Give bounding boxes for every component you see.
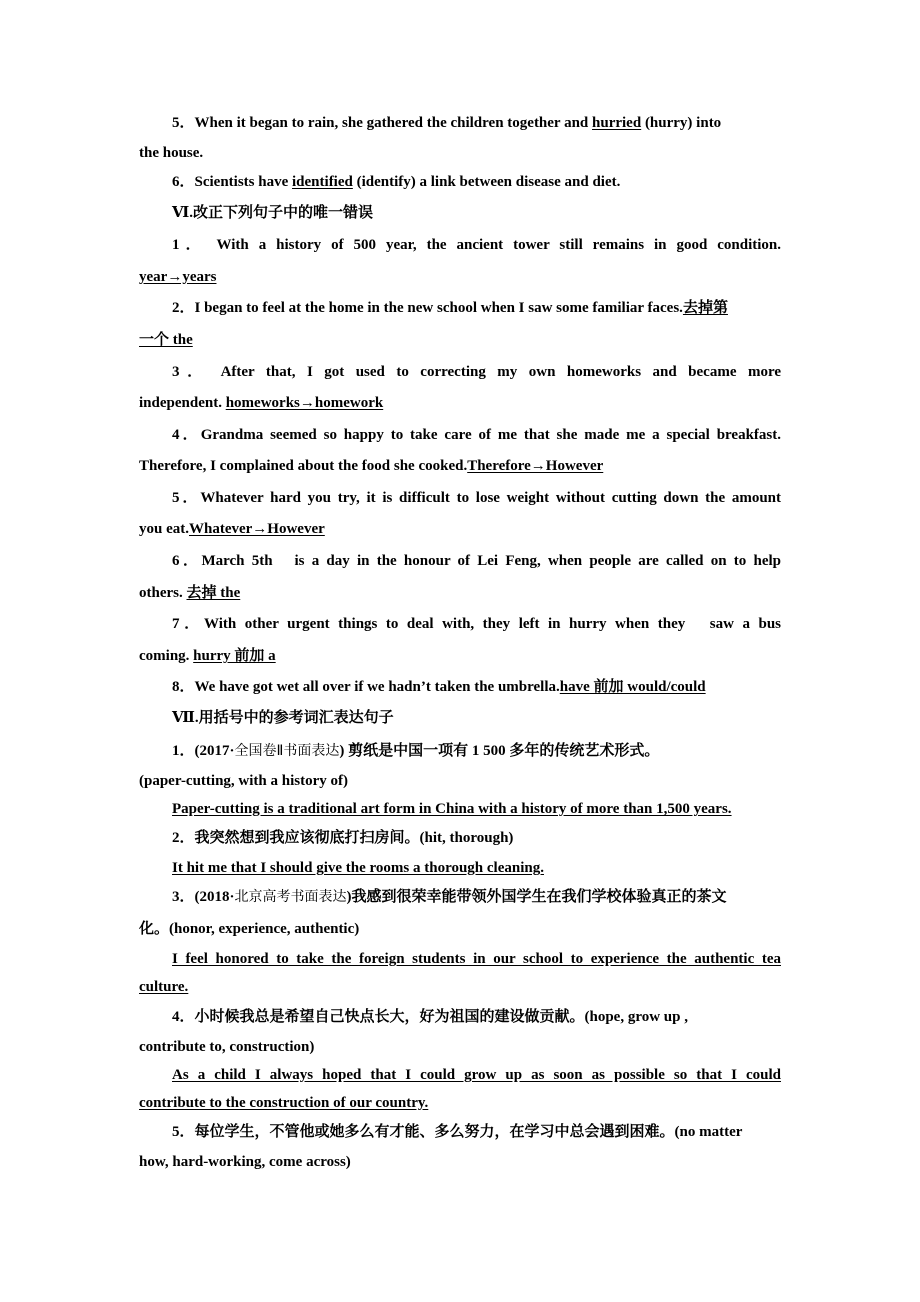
error-8-line: 8．We have got wet all over if we hadn’t taken the umbrella.have 前加 would/could — [172, 679, 706, 695]
error-8-answer: have 前加 would/could — [559, 679, 706, 695]
exercise-5-cont: the house. — [139, 145, 204, 161]
error-3-line: 3． After that, I got used to correcting my own homeworks and became more — [172, 364, 781, 380]
translate-2-answer-line — [172, 858, 781, 878]
error-7-line: 7．With other urgent things to deal with, they left in hurry when they saw a bus — [172, 616, 781, 632]
exercise-6-line: 6．Scientists have identified (identify) a link between disease and diet. — [172, 174, 621, 190]
translate-4-answer-b: contribute to the construction of our country. — [139, 1095, 429, 1111]
error-3-answer: homeworks→homework — [225, 395, 384, 411]
translate-3-answer-b: culture. — [139, 979, 189, 995]
error-4-line: 4．Grandma seemed so happy to take care of me that she made me a special breakfast. — [172, 427, 781, 443]
translate-3-source: 北京高考书面表达 — [234, 889, 347, 905]
error-1-answer-line — [139, 267, 781, 287]
translate-4-hint: contribute to, construction) — [139, 1039, 315, 1055]
translate-5-line: 5．每位学生，不管他或她多么有才能、多么努力，在学习中总会遇到困难。(no matter — [172, 1124, 743, 1140]
error-2-answer-a: 去掉第 — [682, 300, 728, 316]
error-2-line: 2．I began to feel at the home in the new school when I saw some familiar faces.去掉第 — [172, 300, 728, 316]
error-1-line: 1． With a history of 500 year, the ancient tower still remains in good condition. — [172, 237, 781, 253]
translate-3-hint: 化。(honor, experience, authentic) — [139, 921, 360, 937]
error-5-line: 5．Whatever hard you try, it is difficult to lose weight without cutting down the amount — [172, 490, 781, 506]
translate-1-hint: (paper-cutting, with a history of) — [139, 773, 349, 789]
error-2-answer-line — [139, 330, 781, 350]
translate-5-hint: how, hard-working, come across) — [139, 1154, 351, 1170]
error-6-cont: others. 去掉 the — [139, 585, 241, 601]
error-5-cont: you eat.Whatever→However — [139, 521, 325, 537]
translate-1-answer: Paper-cutting is a traditional art form in China with a history of more than 1,500 years. — [172, 801, 732, 817]
translate-4-line: 4．小时候我总是希望自己快点长大，好为祖国的建设做贡献。(hope, grow up , — [172, 1009, 688, 1025]
section-vi-title: Ⅵ.改正下列句子中的唯一错误 — [172, 205, 373, 221]
error-6-line: 6．March 5th is a day in the honour of Lei Feng, when people are called on to help — [172, 553, 781, 569]
error-4-cont: Therefore, I complained about the food she cooked.Therefore→However — [139, 458, 604, 474]
translate-3-line: 3．(2018·北京高考书面表达)我感到很荣幸能带领外国学生在我们学校体验真正的茶文 — [172, 889, 727, 905]
translate-1-answer-line — [172, 799, 781, 819]
error-5-answer: Whatever→However — [189, 521, 325, 537]
translate-2-answer: It hit me that I should give the rooms a thorough cleaning. — [172, 860, 544, 876]
translate-3-answer-line-a — [172, 949, 781, 969]
error-7-answer: hurry 前加 a — [193, 648, 276, 664]
error-7-cont: coming. hurry 前加 a — [139, 648, 276, 664]
translate-4-answer-a: As a child I always hoped that I could grow up as soon as possible so that I could — [172, 1067, 781, 1083]
error-4-answer: Therefore→However — [467, 458, 604, 474]
exercise-5-line: 5．When it began to rain, she gathered the children together and hurried (hurry) into — [172, 115, 722, 131]
translate-1-line: 1．(2017·全国卷Ⅱ书面表达) 剪纸是中国一项有 1 500 多年的传统艺术形式。 — [172, 743, 660, 759]
translate-3-answer-line-b — [139, 977, 781, 997]
answer-hurried: hurried — [592, 115, 642, 131]
error-1-answer: year→years — [139, 269, 217, 285]
translate-4-answer-line-a — [172, 1065, 781, 1085]
translate-4-answer-line-b — [139, 1093, 781, 1113]
error-2-answer-b: 一个 the — [139, 332, 193, 348]
error-6-answer: 去掉 the — [186, 585, 241, 601]
answer-identified: identified — [292, 174, 353, 190]
translate-2-line: 2．我突然想到我应该彻底打扫房间。(hit, thorough) — [172, 830, 514, 846]
error-3-cont: independent. homeworks→homework — [139, 395, 384, 411]
translate-1-source: 全国卷Ⅱ书面表达 — [234, 743, 340, 759]
translate-3-answer-a: I feel honored to take the foreign students in our school to experience the authentic tea — [172, 951, 781, 967]
section-vii-title: Ⅶ.用括号中的参考词汇表达句子 — [172, 710, 394, 726]
